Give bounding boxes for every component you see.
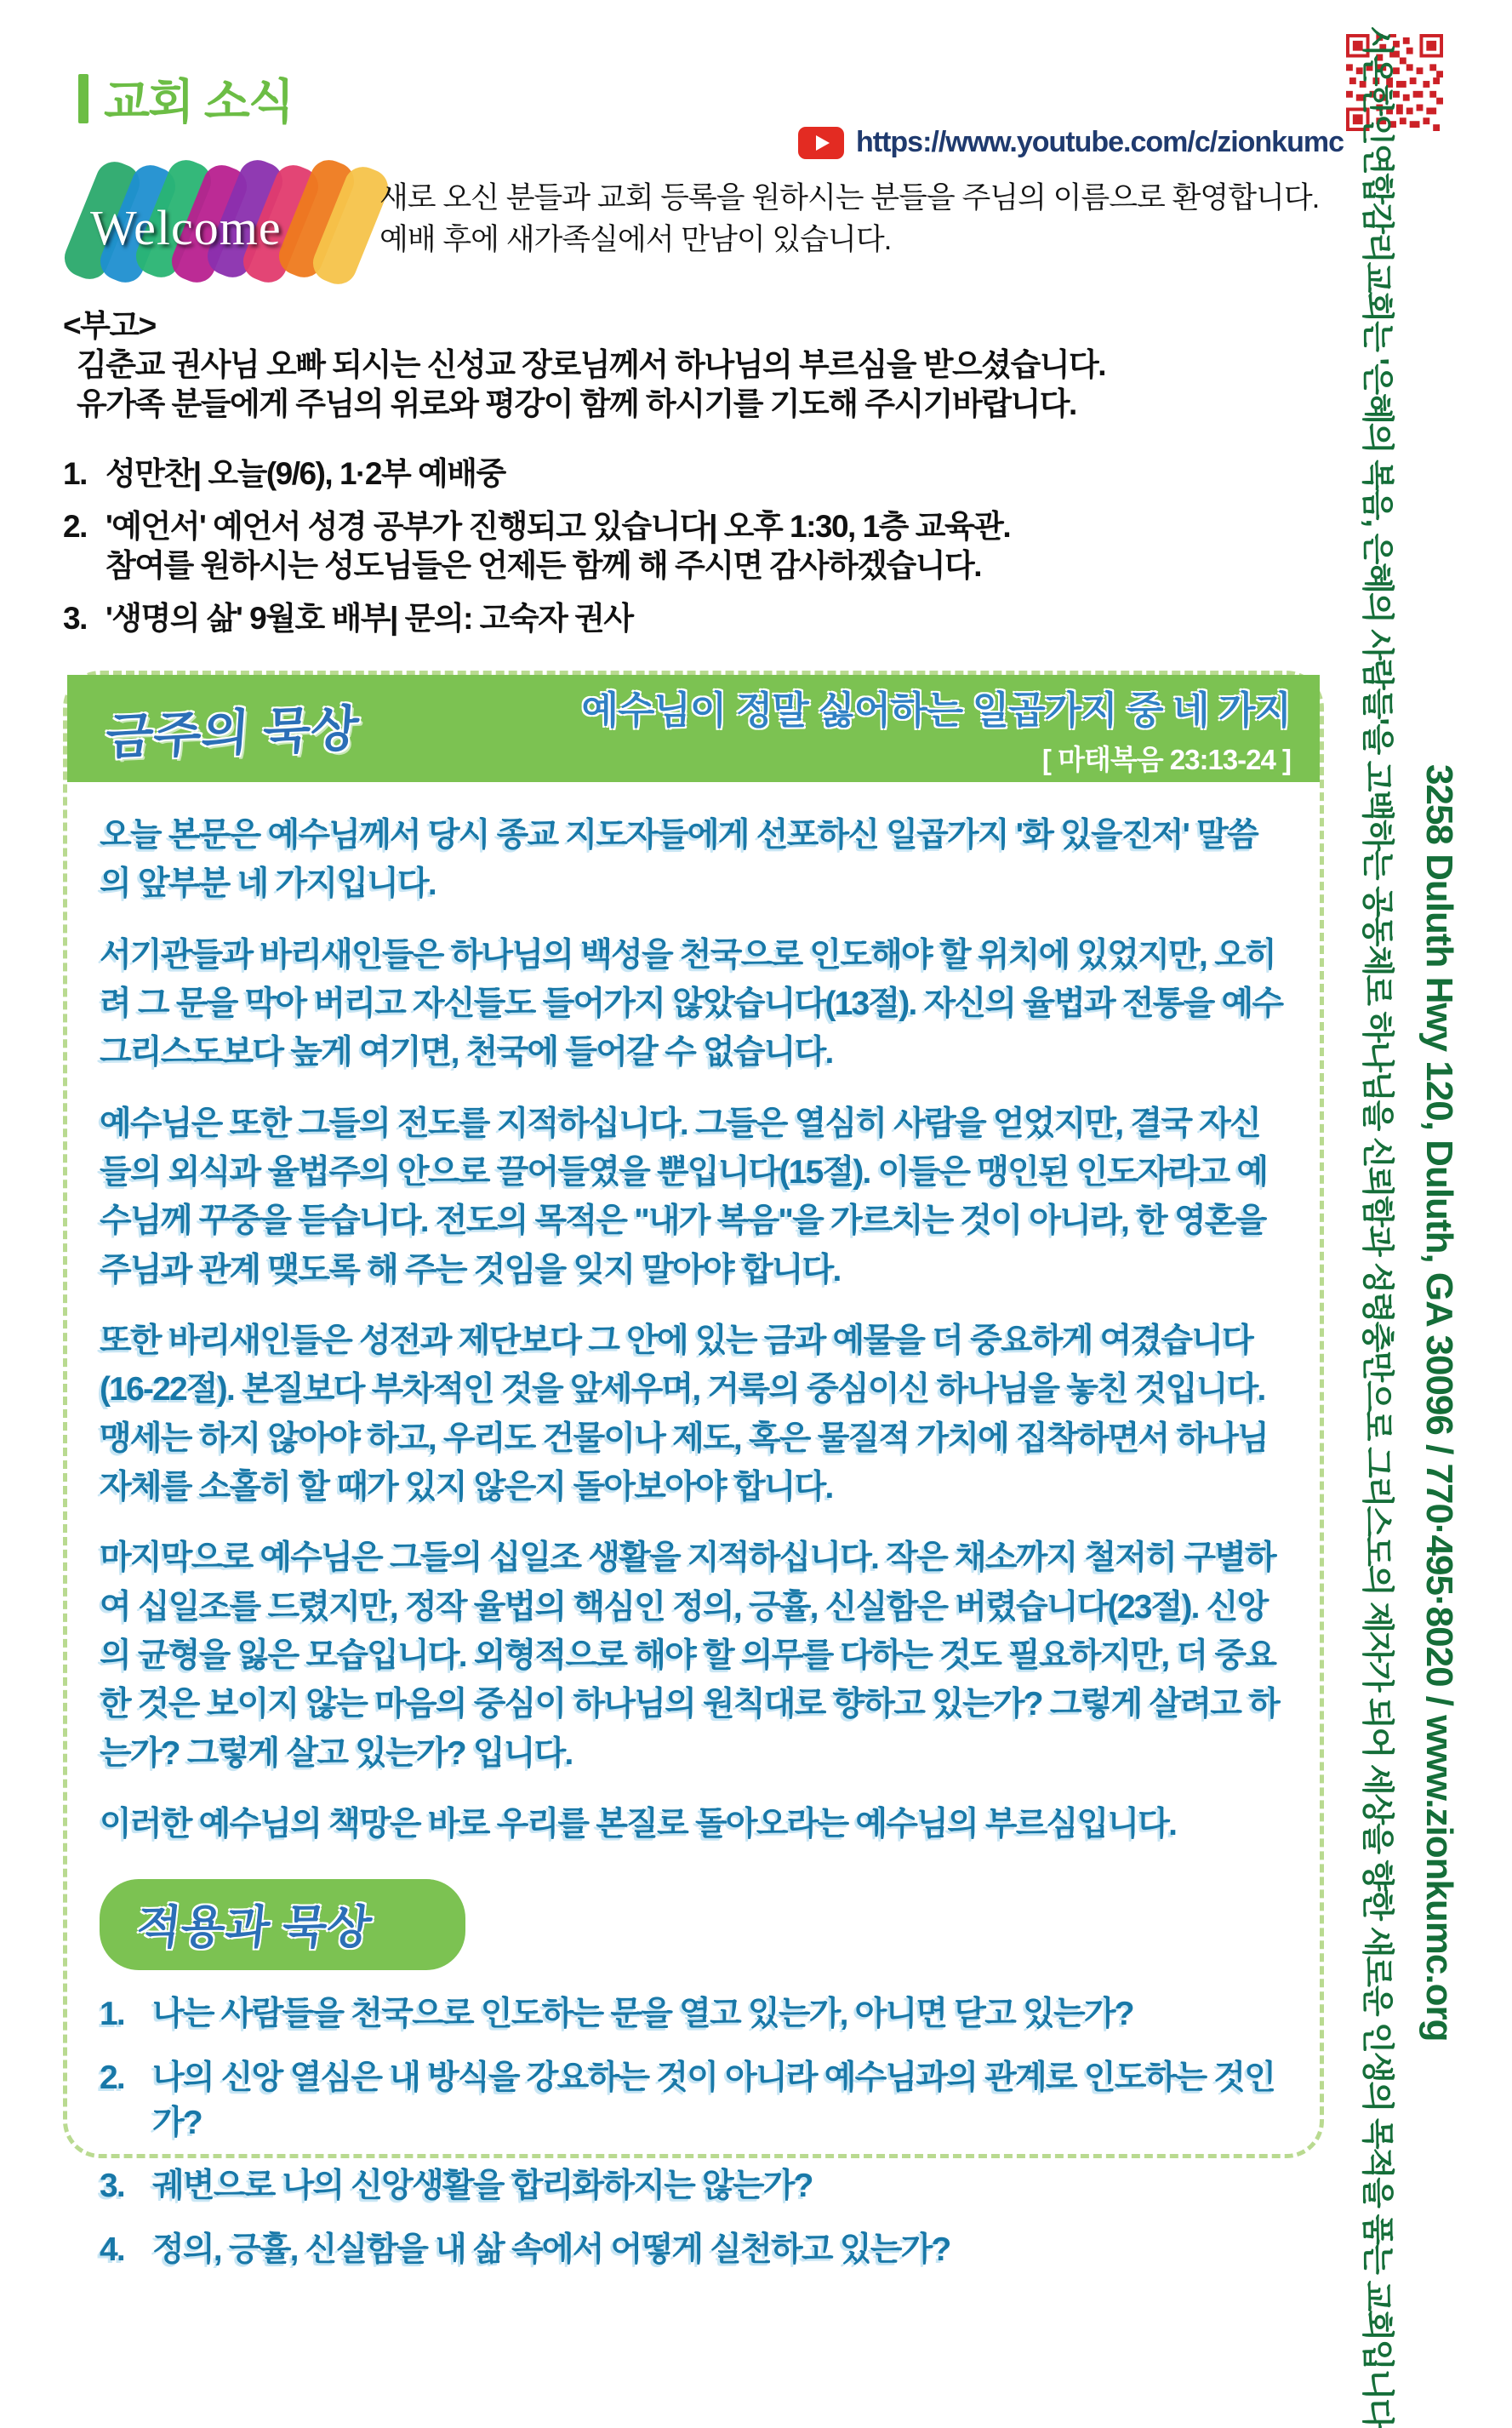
application-label-pill <box>100 1879 465 1970</box>
meditation-paragraph: 서기관들과 바리새인들은 하나님의 백성을 천국으로 인도해야 할 위치에 있었지만, 오히려 그 문을 막아 버리고 자신들도 들어가지 않았습니다(13절). 자신의 율법과 전통을 예수 그리스도보다 높게 여기면, 천국에 들어갈 수 없습니다. <box>100 936 1283 1071</box>
welcome-logo <box>75 169 364 279</box>
section-header <box>78 65 293 133</box>
welcome-word: Welcome <box>90 200 282 255</box>
announcement-item <box>63 599 1010 638</box>
application-text: 나의 신앙 열심은 내 방식을 강요하는 것이 아니라 예수님과의 관계로 인도하는 것인가? <box>152 2059 1275 2141</box>
youtube-play-icon <box>798 127 844 159</box>
meditation-scripture: [ 마태복음 23:13-24 ] <box>1041 744 1291 775</box>
welcome-caption-line2: 예배 후에 새가족실에서 만남이 있습니다. <box>379 223 892 256</box>
youtube-link[interactable]: https://www.youtube.com/c/zionkumc <box>856 126 1344 158</box>
application-item <box>100 2164 1286 2209</box>
announcement-text: '생명의 삶' 9월호 배부| 문의: 고숙자 권사 <box>106 601 633 636</box>
application-item <box>100 1992 1286 2037</box>
application-list <box>100 1992 1286 2272</box>
meditation-paragraph: 오늘 본문은 예수님께서 당시 종교 지도자들에게 선포하신 일곱가지 '화 있을진저' 말씀의 앞부분 네 가지입니다. <box>100 817 1258 903</box>
announcement-number: 2. <box>63 509 87 544</box>
meditation-paragraph: 이러한 예수님의 책망은 바로 우리를 본질로 돌아오라는 예수님의 부르심입니다. <box>100 1805 1177 1842</box>
obituary-title: <부고> <box>63 308 156 343</box>
announcement-text: '예언서' 예언서 성경 공부가 진행되고 있습니다| 오후 1:30, 1층 교육관. 참여를 원하시는 성도님들은 언제든 함께 해 주시면 감사하겠습니다. <box>106 509 1011 583</box>
youtube-row <box>798 126 1344 159</box>
meditation-body <box>67 782 1320 2272</box>
announcement-list <box>63 454 1010 652</box>
meditation-paragraph: 또한 바리새인들은 성전과 제단보다 그 안에 있는 금과 예물을 더 중요하게 여겼습니다 (16-22절). 본질보다 부차적인 것을 앞세우며, 거룩의 중심이신 하나님을 놓친 것입니다. 맹세는 하지 않아야 하고, 우리도 건물이나 제도, 혹은 물질적 가치에 집착하면서 하나님 자체를 소홀히 할 때가 있지 않은지 돌아보아야 합니다. <box>100 1322 1269 1505</box>
application-label: 적용과 묵상 <box>134 1902 374 1954</box>
announcement-item <box>63 507 1010 586</box>
application-number: 2. <box>100 2059 124 2096</box>
application-text: 정의, 긍휼, 신실함을 내 삶 속에서 어떻게 실천하고 있는가? <box>152 2231 950 2268</box>
meditation-paragraph: 예수님은 또한 그들의 전도를 지적하십니다. 그들은 열심히 사람을 얻었지만, 결국 자신들의 외식과 율법주의 안으로 끌어들였을 뿐입니다(15절). 이들은 맹인된 인도자라고 예수님께 꾸중을 듣습니다. 전도의 목적은 "내가 복음"을 가르치는 것이 아니라, 한 영혼을 주님과 관계 맺도록 해 주는 것임을 잊지 말아야 합니다. <box>100 1105 1268 1288</box>
page-title: 교회 소식 <box>104 75 293 129</box>
application-number: 3. <box>100 2168 124 2205</box>
church-address-vertical-text: 3258 Duluth Hwy 120, Duluth, GA 30096 / 770·495·8020 / www.zionkumc.org <box>1418 764 1460 2042</box>
announcement-item <box>63 454 1010 494</box>
application-number: 1. <box>100 1996 124 2033</box>
application-text: 궤변으로 나의 신앙생활을 합리화하지는 않는가? <box>152 2168 813 2205</box>
obituary-line2: 유가족 분들에게 주님의 위로와 평강이 함께 하시기를 기도해 주시기바랍니다. <box>77 386 1076 421</box>
obituary-line1: 김춘교 권사님 오빠 되시는 신성교 장로님께서 하나님의 부르심을 받으셨습니다. <box>77 347 1106 382</box>
application-text: 나는 사람들을 천국으로 인도하는 문을 열고 있는가, 아니면 닫고 있는가? <box>152 1996 1133 2033</box>
announcement-number: 3. <box>63 601 87 636</box>
church-mission-vertical-text: 시온한인연합감리교회는 '은혜의 복음, 은혜의 사람들'을 고백하는 공동체로 하나님을 신뢰함과 성령충만으로 그리스도의 제자가 되어 세상을 향한 새로운 인생의 목적을 품는 교회입니다 <box>1359 26 1395 2428</box>
application-item <box>100 2228 1286 2273</box>
welcome-caption <box>379 177 1319 260</box>
meditation-box <box>63 671 1324 2268</box>
announcement-number: 1. <box>63 456 87 491</box>
meditation-title: 예수님이 정말 싫어하는 일곱가지 중 네 가지 <box>581 688 1291 732</box>
meditation-header <box>67 675 1320 782</box>
meditation-paragraph: 마지막으로 예수님은 그들의 십일조 생활을 지적하십니다. 작은 채소까지 철저히 구별하여 십일조를 드렸지만, 정작 율법의 핵심인 정의, 긍휼, 신실함은 버렸습니다(23절). 신앙의 균형을 잃은 모습입니다. 외형적으로 해야 할 의무를 다하는 것도 필요하지만, 더 중요한 것은 보이지 않는 마음의 중심이 하나님의 원칙대로 향하고 있는가? 그렇게 살려고 하는가? 그렇게 살고 있는가? 입니다. <box>100 1540 1280 1772</box>
application-number: 4. <box>100 2231 124 2268</box>
application-item <box>100 2056 1286 2145</box>
welcome-caption-line1: 새로 오신 분들과 교회 등록을 원하시는 분들을 주님의 이름으로 환영합니다. <box>379 181 1320 214</box>
obituary-section <box>63 306 1105 424</box>
meditation-label: 금주의 묵상 <box>103 700 361 766</box>
section-title-bar <box>78 74 88 123</box>
announcement-text: 성만찬| 오늘(9/6), 1·2부 예배중 <box>106 456 505 491</box>
